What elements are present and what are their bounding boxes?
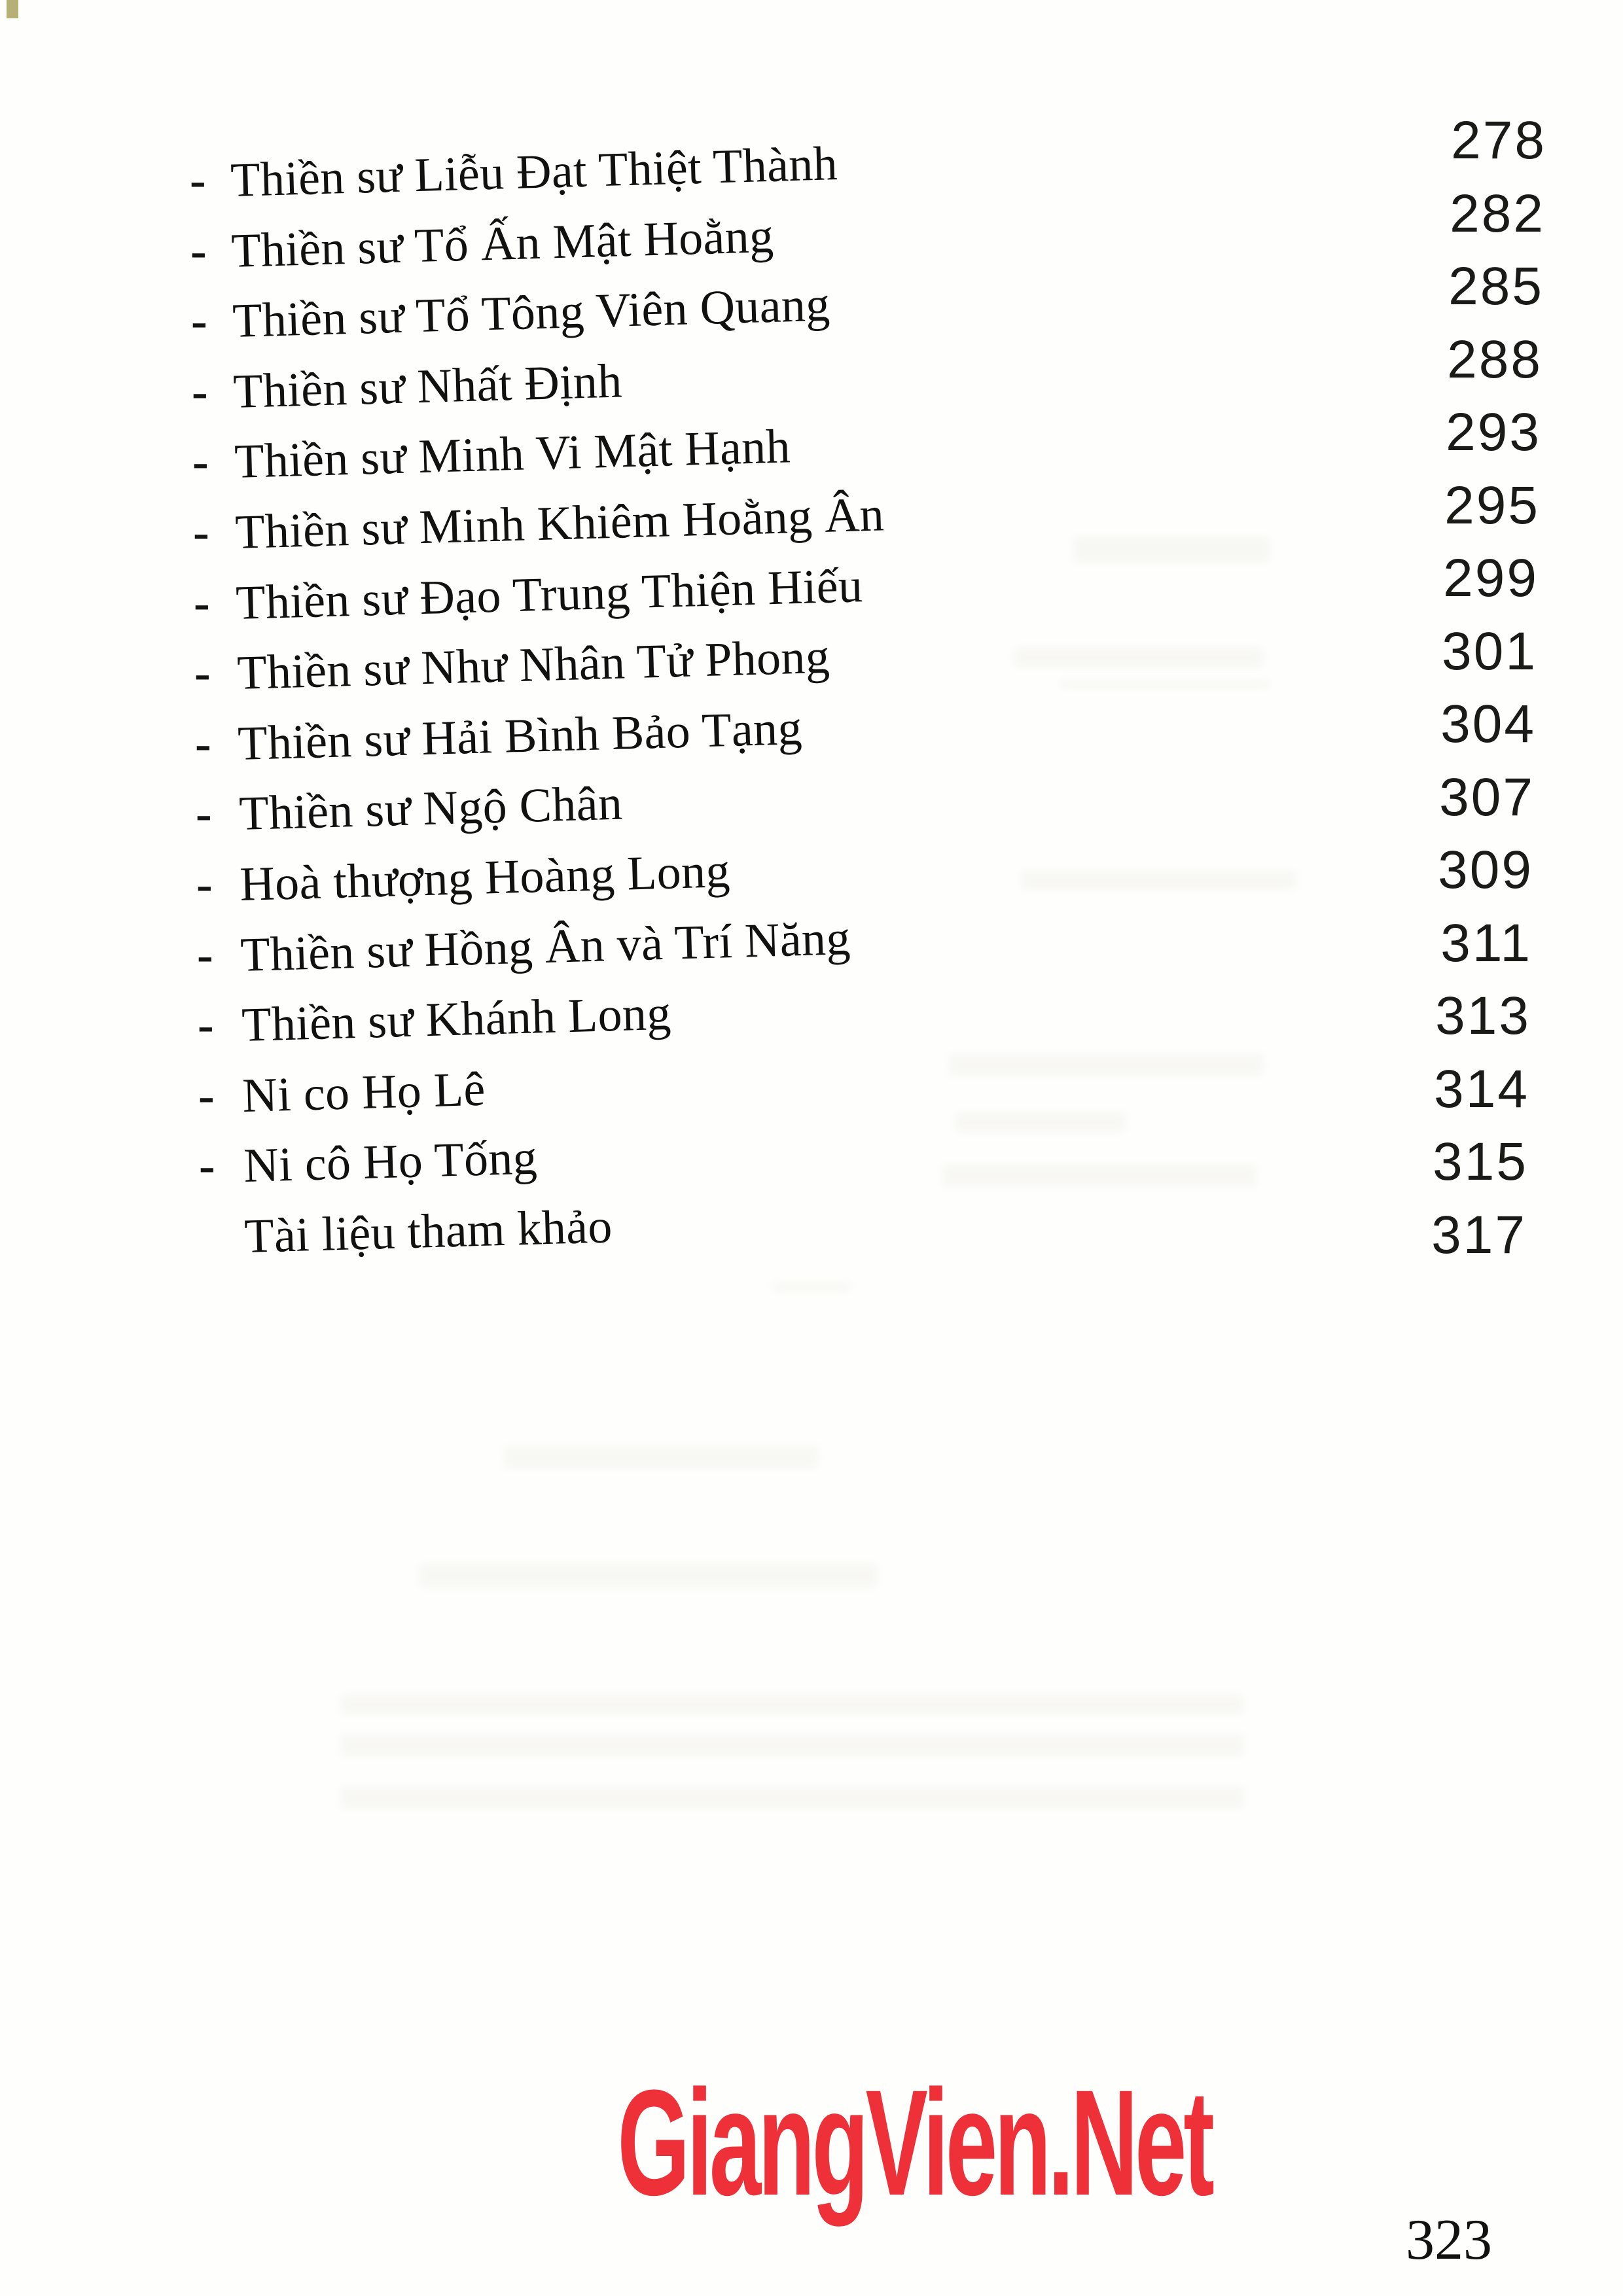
toc-entry-title: Thiền sư Đạo Trung Thiện Hiếu — [235, 558, 864, 630]
page-number: 323 — [1406, 2208, 1492, 2272]
show-through-smudge — [1073, 537, 1270, 563]
toc-bullet: - — [192, 435, 209, 489]
show-through-smudge — [1014, 648, 1263, 667]
corner-mark — [7, 0, 18, 18]
toc-bullet: - — [192, 364, 208, 419]
show-through-smudge — [942, 1165, 1257, 1187]
toc-entry-page: 315 — [1433, 1132, 1528, 1192]
toc-entry-page: 282 — [1450, 183, 1545, 243]
toc-entry-page: 309 — [1438, 840, 1533, 900]
toc-entry-title: Thiền sư Tổ Tông Viên Quang — [232, 277, 831, 349]
toc-entry-page: 301 — [1442, 621, 1537, 681]
toc-bullet: - — [191, 294, 207, 349]
show-through-smudge — [340, 1734, 1243, 1756]
toc-entry-title: Thiền sư Tổ Ấn Mật Hoằng — [230, 209, 775, 278]
show-through-smudge — [955, 1112, 1126, 1132]
toc-entry-title: Thiền sư Nhất Định — [232, 354, 623, 419]
toc-entry-page: 313 — [1435, 986, 1531, 1046]
watermark: GiangVien.Net — [617, 2058, 1211, 2227]
toc-entry-page: 311 — [1440, 913, 1532, 973]
toc-entry-title: Thiền sư Hải Bình Bảo Tạng — [237, 701, 803, 771]
toc-entry-title: Thiền sư Như Nhân Tử Phong — [236, 629, 830, 701]
toc-entry-page: 314 — [1434, 1059, 1529, 1119]
toc-entry-page: 285 — [1448, 256, 1544, 316]
toc-bullet: - — [190, 154, 206, 207]
toc-bullet: - — [198, 998, 214, 1053]
toc-entry-title: Thiền sư Hồng Ân và Trí Năng — [240, 911, 851, 982]
toc-bullet: - — [193, 506, 209, 559]
toc-entry-page: 304 — [1440, 694, 1536, 754]
show-through-smudge — [504, 1446, 818, 1468]
show-through-smudge — [419, 1564, 877, 1587]
toc-bullet: - — [194, 576, 210, 630]
toc-entry-page: 293 — [1446, 402, 1541, 462]
toc-bullet: - — [196, 787, 212, 841]
toc-entry-title: Thiền sư Minh Khiêm Hoằng Ân — [234, 487, 885, 559]
toc-entry-title: Ni cô Họ Tống — [242, 1131, 538, 1193]
toc-entry-page: 288 — [1447, 329, 1543, 389]
toc-entry-title: Thiền sư Liễu Đạt Thiệt Thành — [230, 137, 838, 207]
toc-entry-title: Thiền sư Ngộ Chân — [238, 777, 623, 841]
toc-bullet: - — [194, 646, 211, 701]
toc-bullet: - — [197, 928, 213, 982]
toc-bullet: - — [198, 1069, 215, 1123]
show-through-smudge — [772, 1282, 851, 1292]
show-through-smudge — [1021, 870, 1296, 890]
toc-entry-page: 307 — [1439, 767, 1535, 827]
toc-entry-page: 278 — [1451, 111, 1546, 170]
show-through-smudge — [340, 1786, 1243, 1809]
show-through-smudge — [340, 1695, 1243, 1714]
toc-entry-title: Thiền sư Khánh Long — [241, 986, 672, 1053]
toc-entry-title: Tài liệu tham khảo — [243, 1199, 613, 1263]
toc-entry-title: Hoà thượng Hoàng Long — [239, 844, 731, 911]
toc-entry-page: 317 — [1431, 1205, 1527, 1265]
show-through-smudge — [1060, 680, 1270, 688]
toc-entry-title: Ni co Họ Lê — [241, 1062, 486, 1123]
toc-bullet: - — [196, 858, 213, 911]
show-through-smudge — [949, 1053, 1263, 1076]
toc-bullet: - — [195, 716, 211, 771]
toc-entry-title: Thiền sư Minh Vi Mật Hạnh — [233, 419, 791, 489]
toc-bullet: - — [190, 224, 207, 278]
toc-entry-page: 295 — [1444, 475, 1540, 535]
toc-entry-page: 299 — [1443, 548, 1539, 608]
toc-bullet: - — [199, 1139, 215, 1193]
